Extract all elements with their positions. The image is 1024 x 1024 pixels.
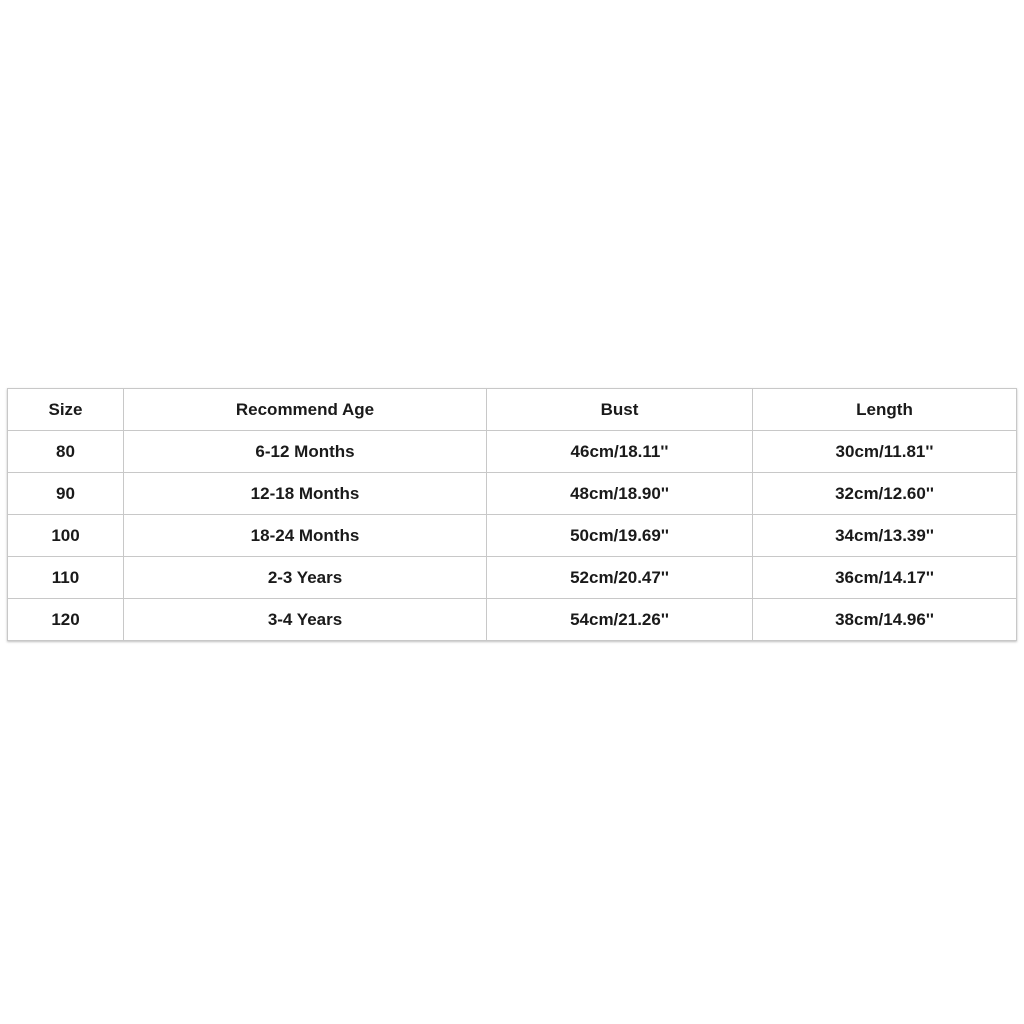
header-row: [8, 389, 1017, 431]
table-row: [8, 515, 1017, 557]
cell-length: 30cm/11.81'': [753, 431, 1017, 473]
cell-bust: 50cm/19.69'': [487, 515, 753, 557]
table-row: [8, 431, 1017, 473]
cell-length: 36cm/14.17'': [753, 557, 1017, 599]
cell-recommend-age: 6-12 Months: [124, 431, 487, 473]
cell-size: 100: [8, 515, 124, 557]
table-row: [8, 599, 1017, 641]
table-row: [8, 473, 1017, 515]
cell-bust: 48cm/18.90'': [487, 473, 753, 515]
cell-recommend-age: 3-4 Years: [124, 599, 487, 641]
cell-recommend-age: 2-3 Years: [124, 557, 487, 599]
cell-size: 90: [8, 473, 124, 515]
cell-bust: 46cm/18.11'': [487, 431, 753, 473]
header-recommend-age: Recommend Age: [124, 389, 487, 431]
cell-size: 110: [8, 557, 124, 599]
cell-length: 34cm/13.39'': [753, 515, 1017, 557]
table-row: [8, 557, 1017, 599]
cell-recommend-age: 12-18 Months: [124, 473, 487, 515]
cell-size: 80: [8, 431, 124, 473]
cell-length: 38cm/14.96'': [753, 599, 1017, 641]
cell-size: 120: [8, 599, 124, 641]
cell-recommend-age: 18-24 Months: [124, 515, 487, 557]
cell-bust: 52cm/20.47'': [487, 557, 753, 599]
cell-length: 32cm/12.60'': [753, 473, 1017, 515]
size-chart-table: [7, 388, 1017, 641]
header-length: Length: [753, 389, 1017, 431]
cell-bust: 54cm/21.26'': [487, 599, 753, 641]
header-bust: Bust: [487, 389, 753, 431]
header-size: Size: [8, 389, 124, 431]
